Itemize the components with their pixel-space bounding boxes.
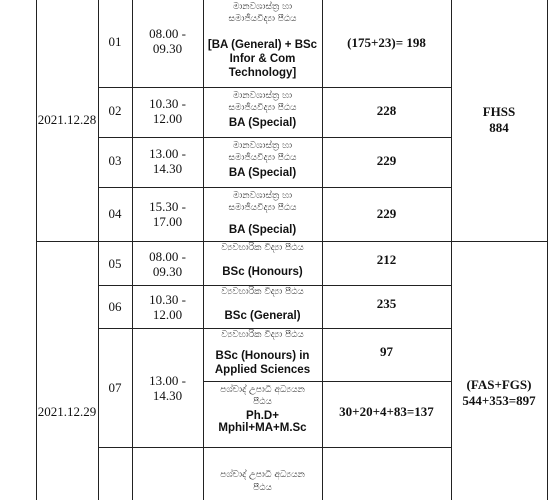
faculty-name: මානවශාස්ත්‍ර හා <box>232 191 293 201</box>
grid-line <box>547 0 548 500</box>
degree-name: BSc (Honours) in <box>215 350 310 362</box>
degree-name: BSc (General) <box>224 310 301 322</box>
grid-line <box>36 241 547 242</box>
grid-line <box>98 0 99 500</box>
time-start: 08.00 - <box>149 26 186 41</box>
student-count: 229 <box>376 206 397 221</box>
grid-line <box>98 137 451 138</box>
faculty-name: සමාජීයවිද්‍යා පීඨය <box>228 14 297 24</box>
grid-line <box>322 0 323 500</box>
time-end: 09.30 <box>152 41 183 56</box>
degree-name: BA (Special) <box>228 167 297 179</box>
student-count: 235 <box>376 296 397 311</box>
grid-line <box>98 328 451 329</box>
faculty-name: පශ්චාද් උපාධි අධ්‍යයන <box>220 470 305 480</box>
row-number: 06 <box>108 299 122 314</box>
row-number: 04 <box>108 206 122 221</box>
time-start: 10.30 - <box>149 292 186 307</box>
venue-capacity: 884 <box>489 120 509 135</box>
time-end: 12.00 <box>152 111 183 126</box>
degree-name: Ph.D+ Mphil+MA+M.Sc <box>218 410 307 434</box>
degree-name: Applied Sciences <box>214 364 311 376</box>
group-date: 2021.12.28 <box>37 112 97 127</box>
time-start: 10.30 - <box>149 96 186 111</box>
time-end: 14.30 <box>152 161 183 176</box>
faculty-name: ව්‍යවහාරික විද්‍යා පීඨය <box>221 287 304 297</box>
faculty-name: මානවශාස්ත්‍ර හා <box>232 91 293 101</box>
grid-line <box>98 187 451 188</box>
faculty-name: සමාජීයවිද්‍යා පීඨය <box>228 153 297 163</box>
student-count: 229 <box>376 153 397 168</box>
venue-capacity: 544+353=897 <box>462 393 536 408</box>
time-start: 15.30 - <box>149 199 186 214</box>
faculty-name: සමාජීයවිද්‍යා පීඨය <box>228 203 297 213</box>
row-number: 02 <box>108 103 122 118</box>
time-end: 17.00 <box>152 214 183 229</box>
grid-line <box>98 285 451 286</box>
faculty-name: පීඨය <box>253 483 272 493</box>
degree-name: BA (Special) <box>228 224 297 236</box>
faculty-name: සමාජීයවිද්‍යා පීඨය <box>228 103 297 113</box>
time-end: 09.30 <box>152 264 183 279</box>
degree-name: [BA (General) + BSc <box>207 39 318 51</box>
grid-line <box>98 447 451 448</box>
student-count: 30+20+4+83=137 <box>339 404 434 419</box>
faculty-name: ව්‍යවහාරික විද්‍යා පීඨය <box>221 330 304 340</box>
venue-name: FHSS <box>482 104 516 119</box>
degree-name: BA (Special) <box>228 117 297 129</box>
degree-name: BSc (Honours) <box>222 266 303 278</box>
grid-line <box>451 0 452 500</box>
grid-line <box>98 87 451 88</box>
row-number: 01 <box>108 34 122 49</box>
grid-line <box>36 0 37 500</box>
student-count: 212 <box>376 252 397 267</box>
faculty-name: මානවශාස්ත්‍ර හා <box>232 141 293 151</box>
faculty-name: පශ්චාද් උපාධි අධ්‍යයන <box>220 385 305 395</box>
degree-name: Technology] <box>228 67 297 79</box>
student-count: (175+23)= 198 <box>347 35 426 50</box>
group-date: 2021.12.29 <box>37 404 97 419</box>
faculty-name: ව්‍යවහාරික විද්‍යා පීඨය <box>221 243 304 253</box>
venue-name: (FAS+FGS) <box>466 377 532 392</box>
time-end: 14.30 <box>152 388 183 403</box>
time-start: 13.00 - <box>149 373 186 388</box>
faculty-name: මානවශාස්ත්‍ර හා <box>232 2 293 12</box>
faculty-name: පීඨය <box>253 397 272 407</box>
time-start: 13.00 - <box>149 146 186 161</box>
degree-name: Infor & Com <box>229 53 296 65</box>
student-count: 228 <box>376 103 397 118</box>
student-count: 97 <box>380 344 393 359</box>
row-number: 07 <box>108 380 122 395</box>
row-number: 03 <box>108 153 122 168</box>
time-start: 08.00 - <box>149 249 186 264</box>
row-number: 05 <box>108 256 122 271</box>
time-end: 12.00 <box>152 307 183 322</box>
grid-line <box>203 381 451 382</box>
